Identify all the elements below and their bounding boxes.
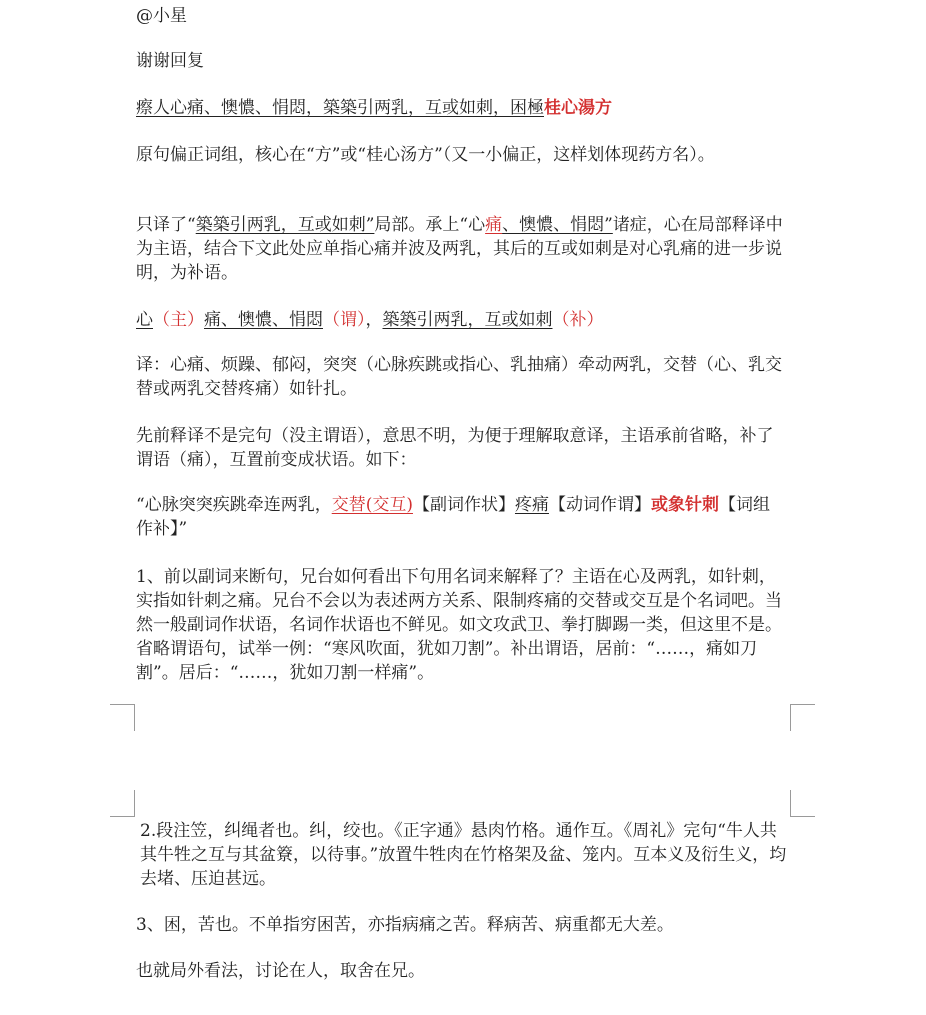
analysis-wei: （谓） — [323, 310, 366, 330]
only-translated-text-3: 诸症，心在局部释译中为主语，结合下文此处应单指心痛并波及两乳，其后的互或如刺是对心乳痛的进一步说明，为补语。 — [136, 215, 783, 283]
mention-line: @小星 — [136, 6, 187, 26]
example-red-2: 或象针刺 — [650, 495, 719, 515]
only-translated-underline-2: 、懊憹、悁悶” — [502, 215, 613, 235]
paragraph-point-1: 1、前以副词来断句，兄台如何看出下句用名词来解释了？主语在心及两乳，如针刺，实指如针刺之痛。兄台不会以为表述两方关系、限制疼痛的交替或交互是个名词吧。当然一般副词作状语，名词作状语也不鲜见。如文攻武卫、拳打脚踢一类，但这里不是。省略谓语句，试举一例：“寒风吹面，犹如刀割”。补出谓语，居前：“……，痛如刀割”。居后：“……，犹如刀割一样痛”。 — [136, 567, 782, 683]
only-translated-text-1: 只译了“ — [136, 215, 196, 235]
paragraph-point-3: 3、困，苦也。不单指穷困苦，亦指病痛之苦。释病苦、病重都无大差。 — [136, 915, 674, 935]
closing-line: 也就局外看法，讨论在人，取舍在兄。 — [136, 961, 425, 981]
page-corner-mark — [110, 704, 135, 731]
only-translated-text-2: 局部。承上“心 — [374, 215, 486, 235]
paragraph-translation: 译：心痛、烦躁、郁闷，突突（心脉疾跳或指心、乳抽痛）牵动两乳，交替（心、乳交替或两乳交替疼痛）如针扎。 — [136, 355, 782, 399]
example-underline: 疼痛 — [514, 495, 549, 515]
grammar-analysis-line — [136, 308, 786, 332]
example-text-1: “心脉突突疾跳牵连两乳， — [136, 495, 332, 515]
page-corner-mark — [110, 790, 135, 817]
analysis-zhu: （主） — [153, 310, 204, 330]
page-corner-mark — [790, 790, 815, 817]
paragraph-original-sentence: 原句偏正词组，核心在“方”或“桂心汤方”（又一小偏正，这样划体现药方名）。 — [136, 145, 715, 165]
quoted-formula-name: 桂心湯方 — [544, 98, 612, 118]
analysis-comma: ， — [365, 310, 383, 330]
example-text-2: 【副词作状】 — [412, 495, 515, 515]
example-sentence — [136, 493, 786, 541]
quoted-sentence — [136, 96, 786, 120]
only-translated-underline-red: 痛 — [485, 215, 503, 235]
paragraph-point-2: 2.段注笠，纠绳者也。纠，绞也。《正字通》悬肉竹格。通作互。《周礼》完句“牛人共其牛牲之互与其盆簝，以待事。”放置牛牲肉在竹格架及盆、笼内。互本义及衍生义，均去堵、压迫甚远。 — [140, 821, 787, 889]
example-red-1: 交替(交互) — [331, 495, 413, 515]
analysis-xin: 心 — [136, 310, 153, 330]
example-text-3: 【动词作谓】 — [548, 495, 651, 515]
paragraph-previous-translation: 先前释译不是完句（没主谓语），意思不明，为便于理解取意译，主语承前省略，补了谓语（痛），互置前变成状语。如下： — [136, 426, 774, 470]
paragraph-only-translated — [136, 213, 786, 285]
quoted-sentence-underlined: 瘵人心痛、懊憹、悁悶，築築引两乳，互或如刺，困極 — [136, 98, 544, 118]
only-translated-underline-1: 築築引两乳，互或如刺” — [195, 215, 375, 235]
analysis-bu: （补） — [552, 310, 604, 330]
analysis-rest: 築築引两乳，互或如刺 — [382, 310, 553, 330]
analysis-mid: 痛、懊憹、悁悶 — [204, 310, 323, 330]
thanks-line: 谢谢回复 — [136, 51, 204, 71]
example-text-4: 【词组作补】” — [136, 495, 770, 539]
page-corner-mark — [790, 704, 815, 731]
